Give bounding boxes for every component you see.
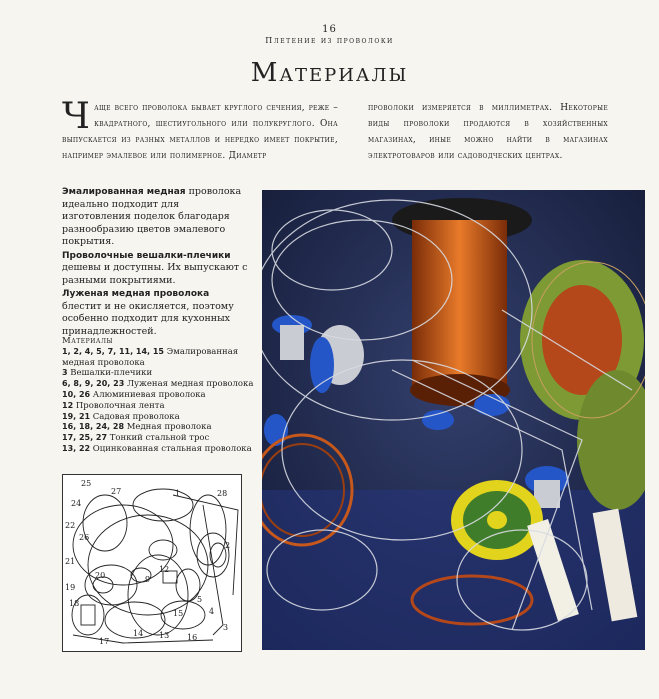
list-item [62, 390, 258, 401]
caption-text: блестит и не окисляется, поэтому особенно подходит для кухонных принадлежностей. [62, 300, 234, 337]
diagram-label-3: 3 [223, 623, 229, 632]
item-label: Тонкий стальной трос [107, 433, 210, 444]
drop-cap: Ч [62, 96, 91, 137]
key-diagram [62, 474, 242, 652]
diagram-label-4: 4 [209, 607, 215, 616]
list-item [62, 401, 258, 412]
diagram-label-13: 13 [159, 631, 170, 640]
intro-left-column [62, 96, 338, 164]
caption-enamel-wire [62, 186, 248, 249]
materials-heading: Материалы [62, 336, 113, 346]
diagram-label-27: 27 [111, 487, 122, 496]
diagram-label-28: 28 [217, 489, 228, 498]
intro-left-text: аще всего проволока бывает круглого сечения, реже – квадратного, шестиугольного или полукруглого. Она выпускается из разных металлов и нередко имеет покрытие, например эмалевое или полимерное. Диаметр [62, 103, 338, 161]
diagram-label-14: 14 [133, 629, 144, 638]
diagram-label-20: 20 [95, 571, 106, 580]
diagram-label-22: 22 [65, 521, 76, 530]
wire-photo-illustration [262, 190, 645, 650]
item-label: Медная проволока [124, 422, 212, 433]
item-numbers: 13, 22 [62, 443, 91, 453]
diagram-label-25: 25 [81, 479, 92, 488]
diagram-label-16: 16 [187, 633, 198, 642]
list-item [62, 412, 258, 423]
item-numbers: 1, 2, 4, 5, 7, 11, 14, 15 [62, 346, 164, 356]
list-item [62, 347, 258, 369]
item-label: Луженая медная проволока [124, 379, 254, 390]
caption-term: Луженая медная проволока [62, 289, 210, 299]
caption-term: Эмалированная медная [62, 187, 186, 197]
item-numbers: 3 [62, 368, 68, 378]
item-numbers: 16, 18, 24, 28 [62, 422, 125, 432]
caption-text: проволока идеально подходит для изготовления поделок благодаря разнообразию цветов эмалевого покрытия. [62, 186, 242, 247]
caption-text: дешевы и доступны. Их выпускают с разными покрытиями. [62, 262, 248, 286]
diagram-label-17: 17 [99, 637, 110, 646]
key-diagram-drawing [63, 475, 241, 651]
diagram-label-24: 24 [71, 499, 82, 508]
item-numbers: 10, 26 [62, 389, 91, 399]
photo-captions [62, 186, 248, 339]
list-item [62, 433, 258, 444]
list-item [62, 368, 258, 379]
item-label: Вешалки-плечики [67, 368, 153, 379]
diagram-label-15: 15 [173, 609, 184, 618]
item-label: Эмалированная медная проволока [62, 346, 239, 368]
item-numbers: 17, 25, 27 [62, 433, 108, 443]
item-label: Оцинкованная стальная проволока [90, 443, 252, 454]
diagram-label-9: 9 [145, 575, 151, 584]
item-numbers: 12 [62, 400, 74, 410]
item-label: Алюминиевая проволока [90, 389, 206, 400]
diagram-label-26: 26 [79, 533, 90, 542]
materials-list [62, 336, 258, 455]
page-title: Материалы [250, 58, 409, 88]
list-item [62, 422, 258, 433]
page-number: 16 [322, 24, 337, 35]
caption-hangers [62, 250, 248, 288]
diagram-label-19: 19 [65, 583, 76, 592]
item-numbers: 6, 8, 9, 20, 23 [62, 379, 125, 389]
diagram-label-12: 12 [159, 565, 170, 574]
item-label: Садовая проволока [90, 411, 180, 422]
running-head: Плетение из проволоки [265, 36, 394, 45]
intro-right-column: проволоки измеряется в миллиметрах. Некоторые виды проволоки продаются в хозяйственных магазинах, иные можно найти в магазинах электротоваров или садоводческих центрах. [368, 103, 608, 161]
diagram-label-21: 21 [65, 557, 76, 566]
wire-materials-photo [262, 190, 645, 650]
caption-tinned-wire [62, 288, 248, 338]
item-label: Проволочная лента [73, 400, 165, 411]
diagram-label-18: 18 [69, 599, 80, 608]
item-numbers: 19, 21 [62, 411, 91, 421]
diagram-label-1: 1 [175, 489, 181, 498]
list-item [62, 444, 258, 455]
caption-term: Проволочные вешалки-плечики [62, 250, 231, 261]
list-item [62, 379, 258, 390]
diagram-label-5: 5 [197, 595, 203, 604]
diagram-label-2: 2 [225, 541, 231, 550]
